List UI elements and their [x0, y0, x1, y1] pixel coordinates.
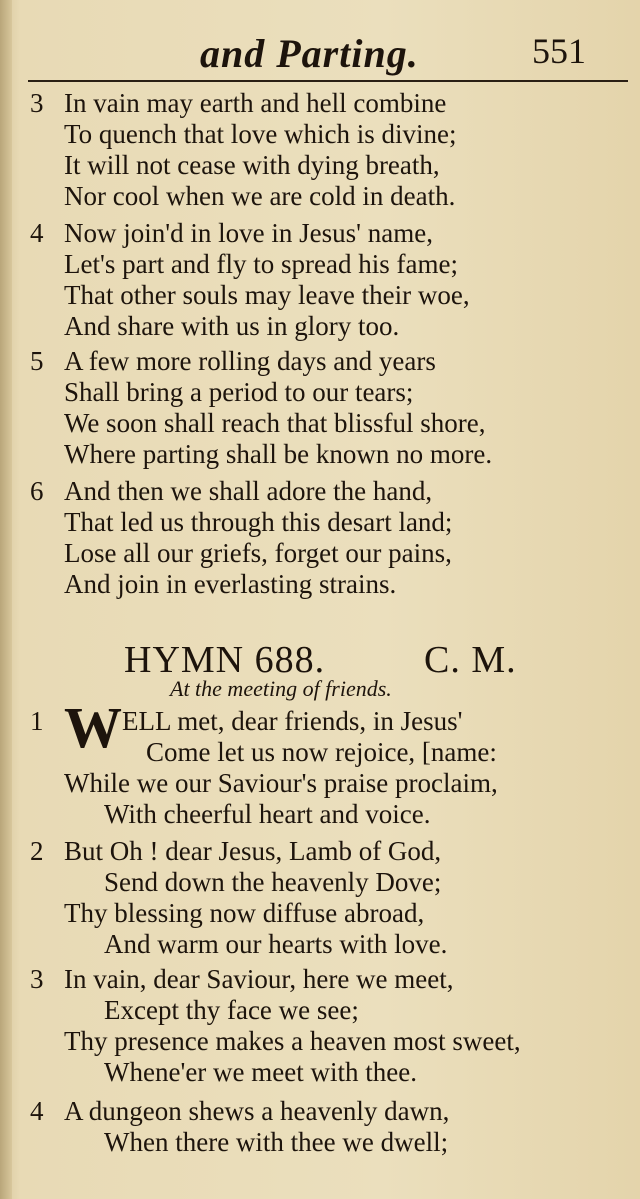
verse-line: And then we shall adore the hand,: [64, 476, 433, 506]
verse-line: We soon shall reach that blissful shore,: [64, 408, 486, 438]
hymn-title: HYMN 688.: [124, 639, 326, 681]
verse-line: Come let us now rejoice, [name:: [146, 737, 497, 767]
verse-line: And share with us in glory too.: [64, 311, 400, 341]
verse-line: Nor cool when we are cold in death.: [64, 181, 456, 211]
verse-line: ELL met, dear friends, in Jesus': [122, 706, 463, 736]
verse-line: With cheerful heart and voice.: [104, 799, 431, 829]
verse-6-prev: [30, 476, 630, 600]
verse-number: 3: [30, 964, 44, 994]
verse-3-prev: [30, 88, 630, 212]
verse-number: 6: [30, 476, 44, 506]
verse-line: Thy presence makes a heaven most sweet,: [64, 1026, 521, 1056]
verse-5-prev: [30, 346, 630, 470]
verse-number: 4: [30, 218, 44, 248]
verse-line: To quench that love which is divine;: [64, 119, 457, 149]
verse-line: Whene'er we meet with thee.: [104, 1057, 417, 1087]
verse-number: 5: [30, 346, 44, 376]
verse-line: Send down the heavenly Dove;: [104, 867, 442, 897]
verse-line: In vain may earth and hell combine: [64, 88, 447, 118]
verse-line: And warm our hearts with love.: [104, 929, 448, 959]
verse-line: Lose all our griefs, forget our pains,: [64, 538, 452, 568]
verse-line: Let's part and fly to spread his fame;: [64, 249, 458, 279]
verse-line: When there with thee we dwell;: [104, 1127, 449, 1157]
verse-line: But Oh ! dear Jesus, Lamb of God,: [64, 836, 442, 866]
page-number: 551: [532, 31, 586, 71]
verse-line: Now join'd in love in Jesus' name,: [64, 218, 433, 248]
verse-line: Where parting shall be known no more.: [64, 439, 493, 469]
verse-line: In vain, dear Saviour, here we meet,: [64, 964, 454, 994]
verse-line: That led us through this desart land;: [64, 507, 453, 537]
page-edge: [0, 0, 12, 1199]
verse-line: Thy blessing now diffuse abroad,: [64, 898, 425, 928]
verse-line: Except thy face we see;: [104, 995, 359, 1025]
verse-line: A dungeon shews a heavenly dawn,: [64, 1096, 450, 1126]
verse-line: While we our Saviour's praise proclaim,: [64, 768, 498, 798]
verse-line: A few more rolling days and years: [64, 346, 436, 376]
running-title: and Parting.: [200, 31, 419, 76]
verse-line: Shall bring a period to our tears;: [64, 377, 414, 407]
verse-3: [30, 964, 630, 1088]
verse-number: 3: [30, 88, 44, 118]
verse-2: [30, 836, 630, 960]
verse-line: And join in everlasting strains.: [64, 569, 397, 599]
verse-1: [30, 695, 630, 830]
drop-cap: W: [64, 695, 122, 760]
hymn-meter: C. M.: [424, 639, 517, 681]
verse-4: [30, 1096, 630, 1158]
verse-number: 1: [30, 706, 44, 736]
hymn-subtitle: At the meeting of friends.: [170, 676, 392, 701]
verse-line: That other souls may leave their woe,: [64, 280, 470, 310]
verse-number: 4: [30, 1096, 44, 1126]
verse-line: It will not cease with dying breath,: [64, 150, 440, 180]
header-rule: [28, 80, 628, 82]
verse-4-prev: [30, 218, 630, 342]
verse-number: 2: [30, 836, 44, 866]
page-header: [0, 28, 640, 76]
